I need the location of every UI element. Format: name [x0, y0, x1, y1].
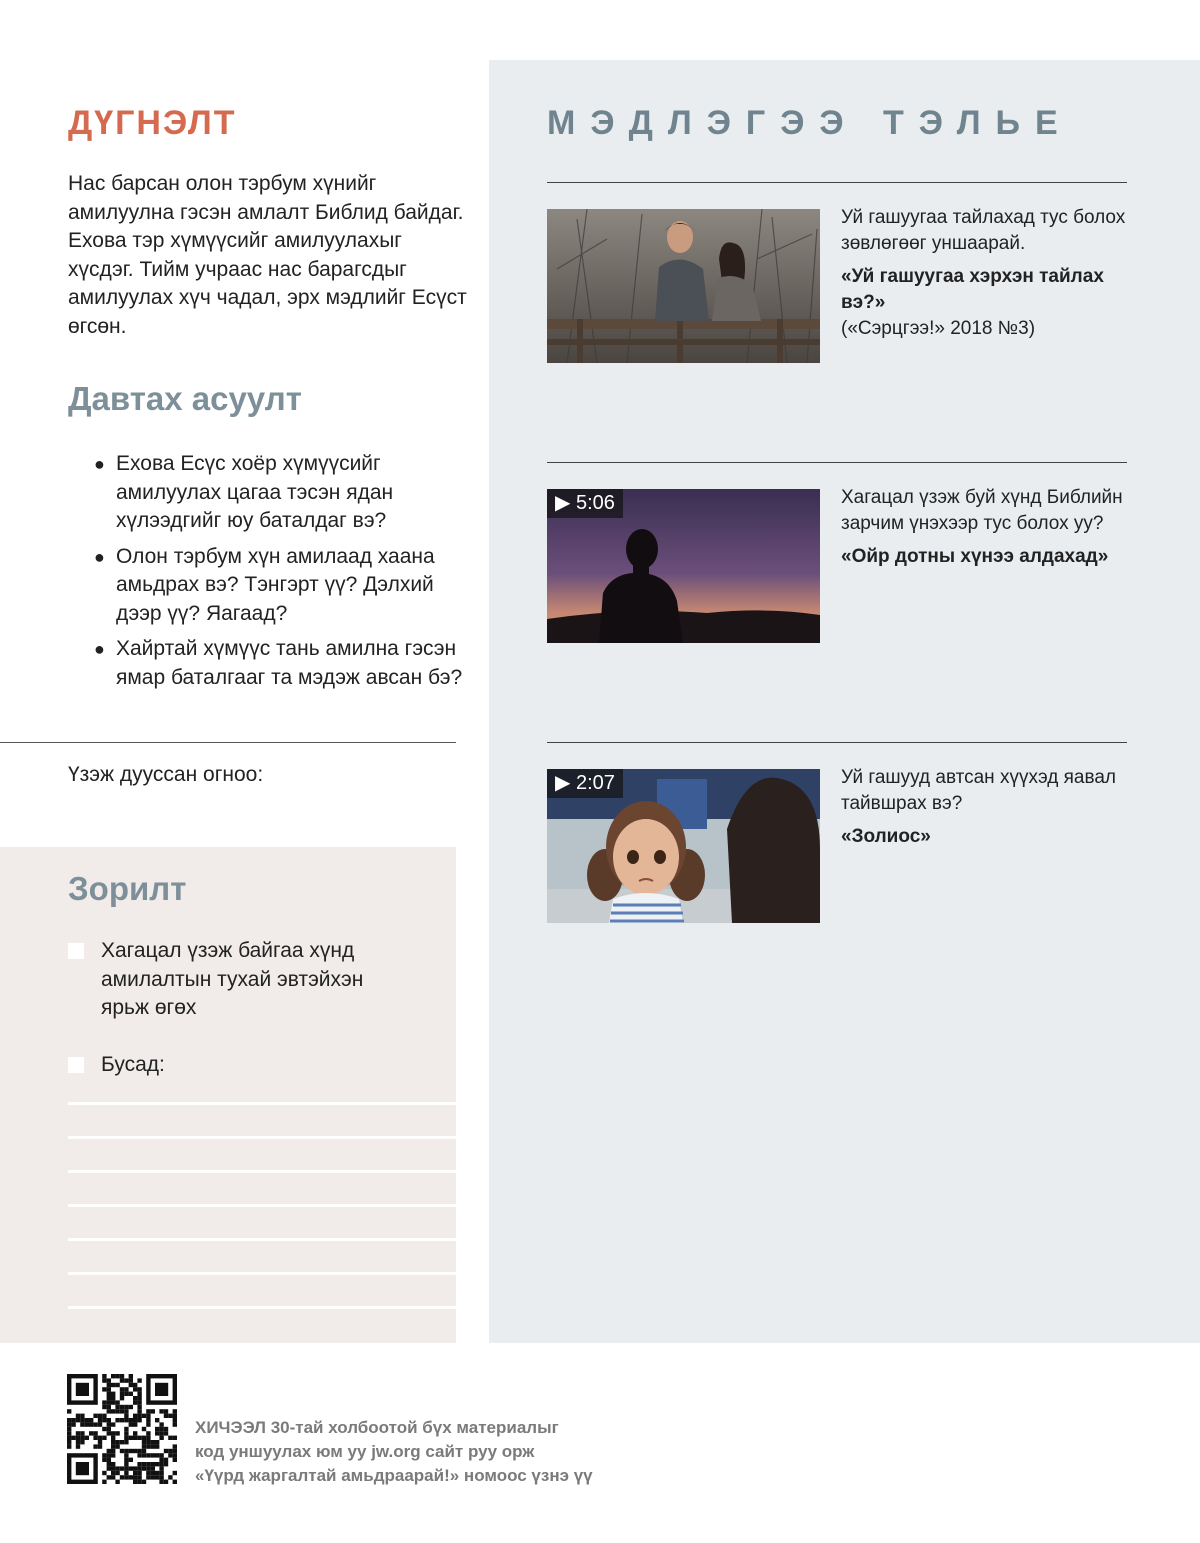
- goal-item-other-label: Бусад:: [101, 1053, 165, 1076]
- deeper-title: МЭДЛЭГЭЭ ТЭЛЬЕ: [547, 104, 1073, 142]
- write-in-line[interactable]: [68, 1170, 456, 1173]
- deeper-item: [841, 485, 1131, 570]
- goal-panel: [0, 847, 456, 1343]
- section-rule: [547, 742, 1127, 743]
- write-in-line[interactable]: [68, 1204, 456, 1207]
- review-question-list: [94, 450, 464, 699]
- goal-checkbox-other[interactable]: [68, 1057, 84, 1073]
- video-duration: ▶ 2:07: [547, 769, 623, 798]
- completion-date-label: Үзэж дууссан огноо:: [68, 763, 264, 786]
- goal-title: Зорилт: [68, 870, 187, 907]
- item-description: Хагацал үзэж буй хүнд Библийн зарчим үнэхээр тус болох уу?: [841, 487, 1123, 534]
- review-question: ● Олон тэрбум хүн амилаад хаана амьдрах вэ? Тэнгэрт үү? Дэлхий дээр үү? Яагаад?: [94, 544, 435, 625]
- goal-checkbox[interactable]: [68, 943, 84, 959]
- summary-text: Нас барсан олон тэрбум хүнийг амилуулна гэсэн амлалт Библид байдаг. Ехова тэр хүмүүсийг амилуулахыг хүсдэг. Тийм учраас нас барагсдыг амилуулах хүч чадал, эрх мэдлийг Есүст өгсөн.: [68, 172, 467, 338]
- video-link[interactable]: «Золиос»: [841, 826, 931, 847]
- article-thumbnail[interactable]: [547, 209, 820, 363]
- section-rule: [547, 462, 1127, 463]
- review-title: Давтах асуулт: [68, 380, 302, 417]
- section-rule: [547, 182, 1127, 183]
- bullet-icon: ●: [94, 639, 105, 659]
- footer-line: ХИЧЭЭЛ 30-тай холбоотой бүх материалыг: [195, 1418, 559, 1437]
- deeper-item: [841, 205, 1131, 342]
- summary-title: ДҮГНЭЛТ: [68, 104, 237, 142]
- bullet-icon: ●: [94, 546, 105, 567]
- article-source: («Сэрцгээ!» 2018 №3): [841, 318, 1036, 339]
- bullet-icon: ●: [94, 454, 105, 474]
- footer-line: «Үүрд жаргалтай амьдраарай!» номоос үзнэ үү: [195, 1466, 593, 1485]
- review-question: ● Хайртай хүмүүс тань амилна гэсэн ямар баталгааг та мэдэж авсан бэ?: [94, 637, 463, 689]
- write-in-line[interactable]: [68, 1238, 456, 1241]
- video-thumbnail[interactable]: [547, 489, 820, 643]
- write-in-line[interactable]: [68, 1306, 456, 1309]
- qr-code-icon[interactable]: [67, 1374, 177, 1484]
- footer-line: код уншуулах юм уу jw.org сайт руу орж: [195, 1442, 535, 1461]
- play-icon: ▶: [555, 772, 571, 794]
- write-in-line[interactable]: [68, 1102, 456, 1105]
- footer-text: [195, 1416, 593, 1488]
- article-link[interactable]: «Уй гашуугаа хэрхэн тайлах вэ?»: [841, 266, 1104, 313]
- write-in-line[interactable]: [68, 1272, 456, 1275]
- video-thumbnail[interactable]: [547, 769, 820, 923]
- write-in-line[interactable]: [68, 1136, 456, 1139]
- item-description: Уй гашуугаа тайлахад тус болох зөвлөгөөг уншаарай.: [841, 207, 1126, 254]
- qr-code-graphic: [67, 1374, 177, 1484]
- deeper-item: [841, 765, 1131, 850]
- video-link[interactable]: «Ойр дотны хүнээ алдахад»: [841, 546, 1109, 567]
- video-duration: ▶ 5:06: [547, 489, 623, 518]
- item-description: Уй гашууд автсан хүүхэд яавал тайвшрах вэ?: [841, 767, 1116, 814]
- couple-photo-image: [547, 209, 820, 363]
- goal-item-text: Хагацал үзэж байгаа хүнд амилалтын тухай эвтэйхэн ярьж өгөх: [101, 939, 364, 1019]
- play-icon: ▶: [555, 492, 571, 514]
- divider: [0, 742, 456, 743]
- review-question: ● Ехова Есүс хоёр хүмүүсийг амилуулах цагаа тэсэн ядан хүлээдгийг юу баталдаг вэ?: [94, 452, 394, 532]
